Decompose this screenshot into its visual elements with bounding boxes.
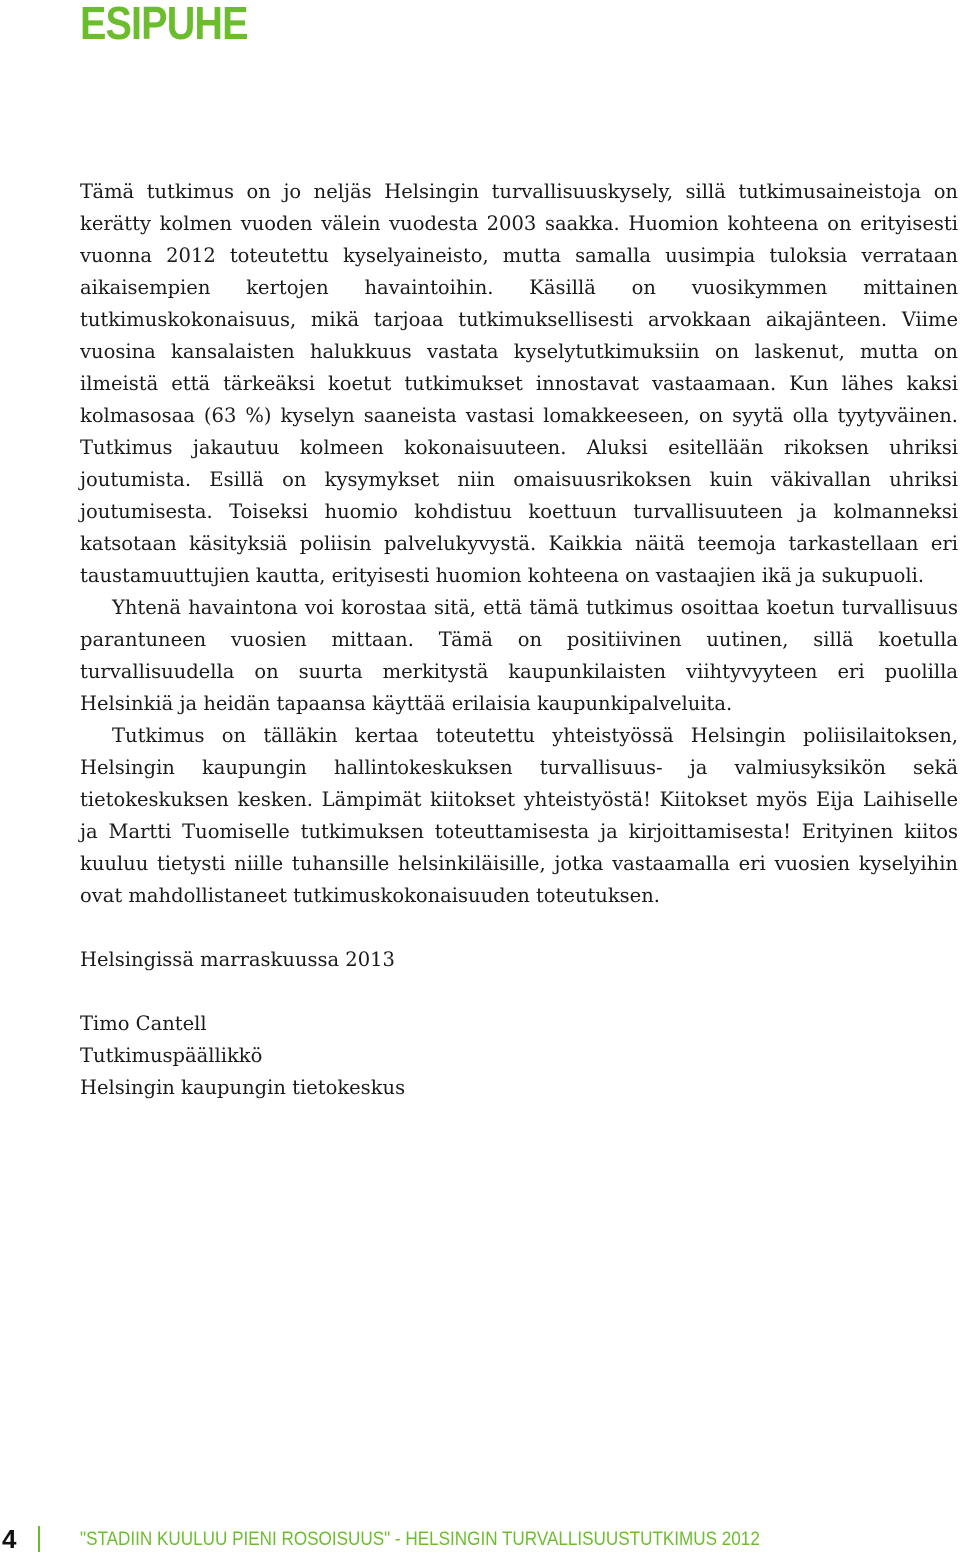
spacer [80,912,958,944]
spacer [80,976,958,1008]
running-title: "STADIIN KUULUU PIENI ROSOISUUS" - HELSINGIN TURVALLISUUSTUTKIMUS 2012 [80,1529,760,1550]
page-heading: ESIPUHE [80,0,248,49]
place-date: Helsingissä marraskuussa 2013 [80,948,395,971]
preface-body [80,176,958,1104]
page-number: 4 [2,1524,17,1554]
paragraph-acknowledgements: Tutkimus on tälläkin kertaa toteutettu yhteistyössä Helsingin poliisilaitoksen, Helsingin kaupungin hallintokeskuksen turvallisuus- ja valmiusyksikön sekä tietokeskuksen kesken. Lämpimät kiitokset yhteistyöstä! Kiitokset myös Eija Laihiselle ja Martti Tuomiselle tutkimuksen toteuttamisesta ja kirjoittamisesta! Erityinen kiitos kuuluu tietysti niille tuhansille helsinkiläisille, jotka vastaamalla eri vuosien kyselyihin ovat mahdollistaneet tutkimuskokonaisuuden toteutuksen. [80,724,958,907]
paragraph-intro: Tämä tutkimus on jo neljäs Helsingin turvallisuuskysely, sillä tutkimusaineistoja on kerätty kolmen vuoden välein vuodesta 2003 saakka. Huomion kohteena on erityisesti vuonna 2012 toteutettu kyselyaineisto, mutta samalla uusimpia tuloksia verrataan aikaisempien kertojen havaintoihin. Käsillä on vuosikymmen mittainen tutkimuskokonaisuus, mikä tarjoaa tutkimuksellisesti arvokkaan aikajänteen. Viime vuosina kansalaisten halukkuus vastata kyselytutkimuksiin on laskenut, mutta on ilmeistä että tärkeäksi koetut tutkimukset innostavat vastaamaan. Kun lähes kaksi kolmasosaa (63 %) kyselyn saaneista vastasi lomakkeeseen, on syytä olla tyytyväinen. Tutkimus jakautuu kolmeen kokonaisuuteen. Aluksi esitellään rikoksen uhriksi joutumista. Esillä on kysymykset niin omaisuusrikoksen kuin väkivallan uhriksi joutumisesta. Toiseksi huomio kohdistuu koettuun turvallisuuteen ja kolmanneksi katsotaan käsityksiä poliisin palvelukyvystä. Kaikkia näitä teemoja tarkastellaan eri taustamuuttujien kautta, erityisesti huomion kohteena on vastaajien ikä ja sukupuoli. [80,180,958,587]
footer-divider [38,1526,40,1552]
signatory-role: Tutkimuspäällikkö [80,1044,263,1067]
signatory-organization: Helsingin kaupungin tietokeskus [80,1076,406,1099]
signatory-name: Timo Cantell [80,1012,207,1035]
paragraph-findings: Yhtenä havaintona voi korostaa sitä, että tämä tutkimus osoittaa koetun turvallisuus parantuneen vuosien mittaan. Tämä on positiivinen uutinen, sillä koetulla turvallisuudella on suurta merkitystä kaupunkilaisten viihtyvyyteen eri puolilla Helsinkiä ja heidän tapaansa käyttää erilaisia kaupunkipalveluita. [80,596,958,715]
page-footer [0,1524,960,1554]
